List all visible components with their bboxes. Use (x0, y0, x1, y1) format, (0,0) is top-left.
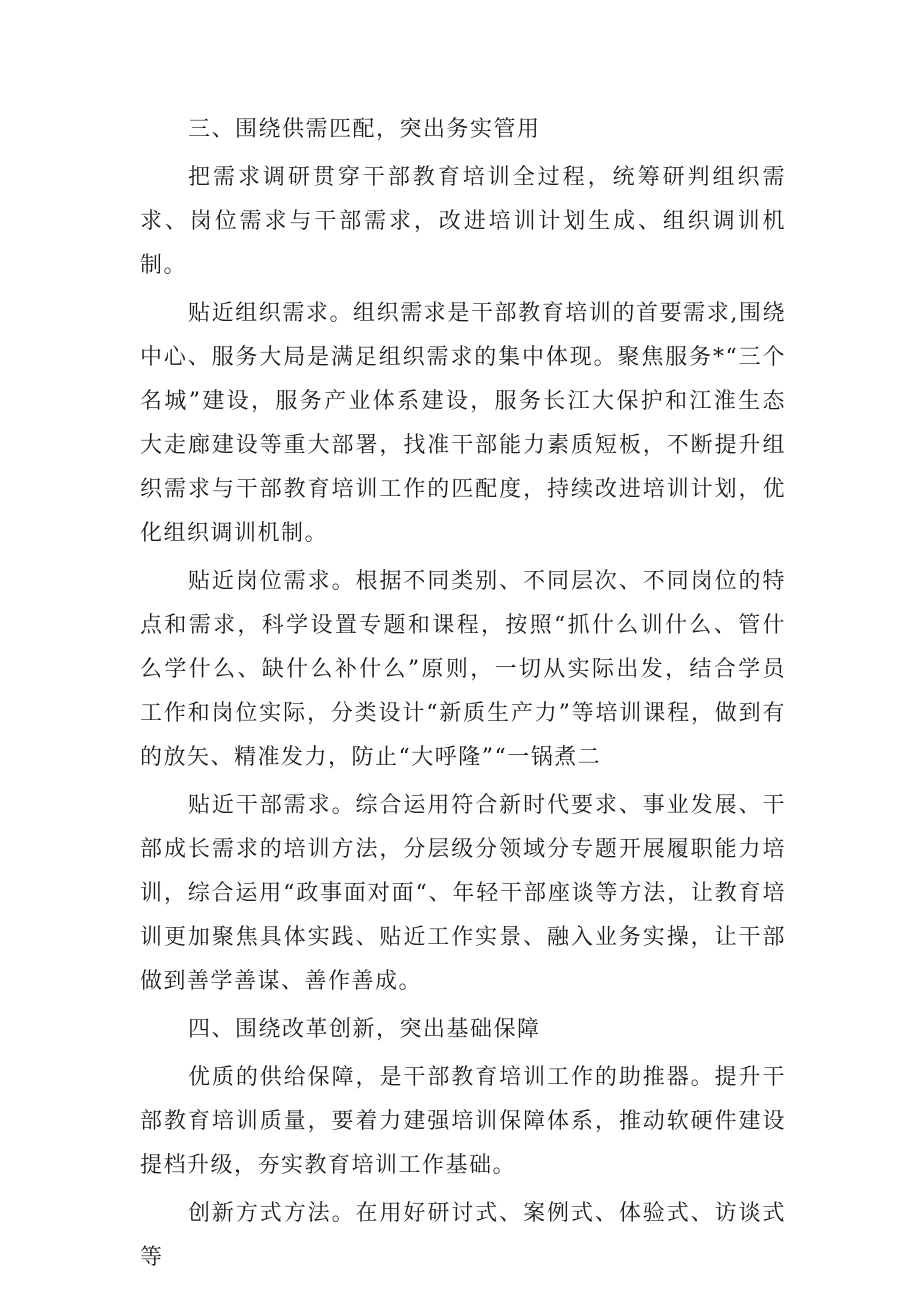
paragraph-cadre-needs: 贴近干部需求。综合运用符合新时代要求、事业发展、干部成长需求的培训方法，分层级分领域分专题开展履职能力培训，综合运用“政事面对面“、年轻干部座谈等方法，让教育培训更加聚焦具体实践、贴近工作实景、融入业务实操，让干部做到善学善谋、善作善成。 (140, 793, 786, 994)
paragraph-organization-needs: 贴近组织需求。组织需求是干部教育培训的首要需求,围绕中心、服务大局是满足组织需求的集中体现。聚焦服务*“三个名城”建设，服务产业体系建设，服务长江大保护和江淮生态大走廊建设等重大部署，找准干部能力素质短板，不断提升组织需求与干部教育培训工作的匹配度，持续改进培训计划，优化组织调训机制。 (140, 301, 786, 546)
paragraph-needs-research: 把需求调研贯穿干部教育培训全过程，统筹研判组织需求、岗位需求与干部需求，改进培训计划生成、组织调训机制。 (140, 165, 786, 278)
paragraph-innovate-methods: 创新方式方法。在用好研讨式、案例式、体验式、访谈式等 (140, 1201, 786, 1270)
section-heading-3: 三、围绕供需匹配，突出务实管用 (188, 117, 541, 142)
paragraph-supply-guarantee: 优质的供给保障，是干部教育培训工作的助推器。提升干部教育培训质量，要着力建强培训保障体系，推动软硬件建设提档升级，夯实教育培训工作基础。 (140, 1065, 786, 1178)
section-heading-4: 四、围绕改革创新，突出基础保障 (188, 1017, 541, 1042)
paragraph-position-needs: 贴近岗位需求。根据不同类别、不同层次、不同岗位的特点和需求，科学设置专题和课程，按照“抓什么训什么、管什么学什么、缺什么补什么”原则，一切从实际出发，结合学员工作和岗位实际，分类设计“新质生产力”等培训课程，做到有的放矢、精准发力，防止“大呼隆”“一锅煮二 (140, 569, 786, 770)
document-body (140, 108, 786, 1284)
